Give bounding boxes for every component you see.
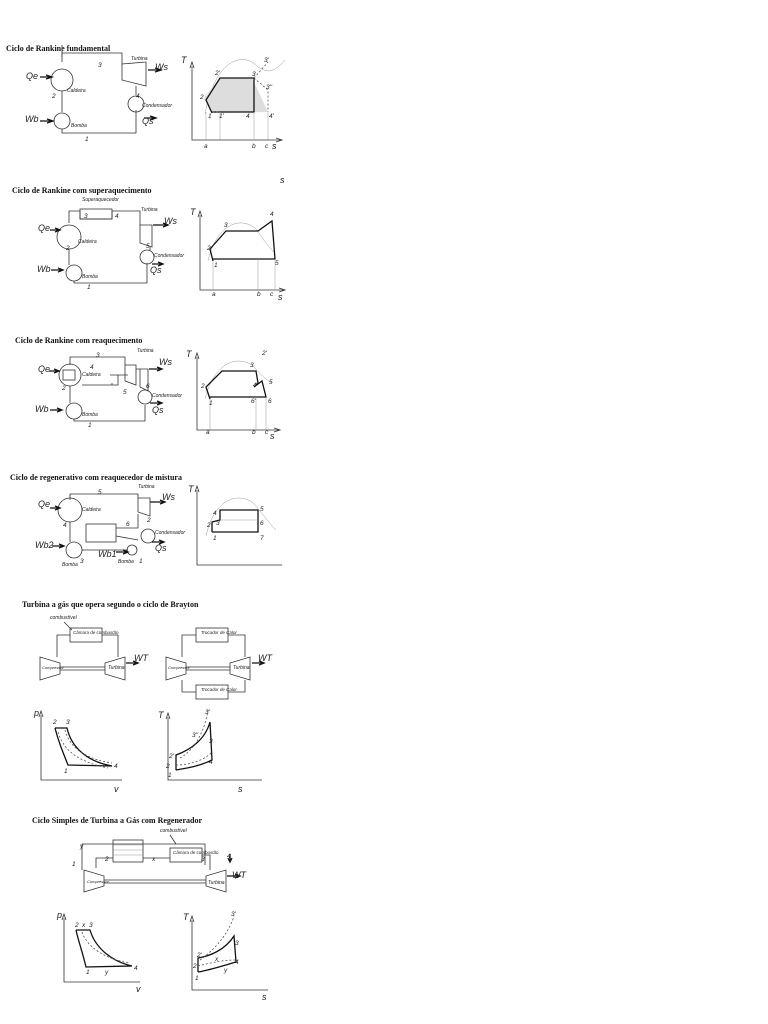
node-3: 3 (80, 558, 84, 565)
pt-4: 4 (246, 113, 250, 120)
pt-1: 1 (168, 772, 172, 779)
pt-3: 3 (224, 222, 228, 229)
label-trocador-2: Trocador de Calor (201, 687, 237, 692)
pt-a: a (206, 429, 210, 436)
pt-2: 2 (201, 383, 205, 390)
label-ws: Ws (155, 62, 168, 72)
pt-3: 3 (250, 362, 254, 369)
pt-y: y (105, 969, 109, 976)
node-5: 5 (146, 243, 150, 250)
label-combustivel: combustível (50, 615, 77, 621)
label-condensador: Condensador (154, 253, 185, 259)
pt-1: 1 (195, 975, 199, 982)
node-4: 4 (90, 364, 94, 371)
pt-1: 1 (86, 969, 90, 976)
pt-5: 5 (260, 506, 264, 513)
label-qe: Qe (38, 364, 51, 374)
pt-2: 2 (75, 922, 79, 929)
pt-1p: 1' (219, 113, 224, 120)
section-rankine-superaquecimento (0, 185, 768, 335)
node-5: 5 (98, 489, 102, 496)
node-1: 1 (72, 861, 76, 868)
pt-3p: 3' (264, 57, 269, 64)
node-3: 3 (98, 62, 102, 69)
label-wt: WT (232, 870, 246, 880)
pt-2: 2 (193, 963, 197, 970)
pt-1: 1 (214, 262, 218, 269)
node-6: 6 (126, 521, 130, 528)
label-ws: Ws (162, 492, 175, 502)
section-rankine-fundamental (0, 0, 768, 185)
label-turbina-2: Turbina (233, 665, 250, 671)
axis-t: T (188, 484, 194, 494)
section-title: Turbina a gás que opera segundo o ciclo de Brayton (22, 600, 199, 609)
pt-2p: 2' (215, 70, 220, 77)
pt-3: 3 (89, 922, 93, 929)
section-title: Ciclo de regenerativo com reaquecedor de mistura (10, 473, 182, 482)
pt-2p: 2' (197, 952, 202, 959)
label-ws: Ws (159, 357, 172, 367)
pt-1: 1 (213, 535, 217, 542)
node-4: 4 (63, 522, 67, 529)
label-bomba: Bomba (82, 412, 98, 418)
axis-s: s (270, 431, 275, 441)
node-3: 3 (201, 856, 205, 863)
pt-3: 3 (66, 719, 70, 726)
label-condensador: Condensador (152, 393, 183, 399)
pt-2: 2 (207, 522, 211, 529)
pt-2: 2 (166, 763, 170, 770)
label-turbina: Turbina (141, 207, 158, 213)
label-turbina-1: Turbina (108, 665, 125, 671)
label-qs: Qs (150, 265, 162, 275)
stray-s: s (280, 175, 285, 185)
axis-p: p (57, 910, 63, 920)
pt-a: a (204, 143, 208, 150)
axis-s: s (272, 141, 277, 151)
node-1: 1 (88, 422, 92, 429)
axis-t: T (181, 55, 187, 65)
node-2: 2 (66, 245, 70, 252)
label-condensador: Condensador (142, 103, 173, 109)
node-2: 2 (105, 856, 109, 863)
label-qs: Qs (142, 116, 154, 126)
label-camara: Câmara de combustão (73, 630, 119, 635)
label-bomba: Bomba (82, 274, 98, 280)
axis-v: v (136, 984, 141, 994)
label-caldeira: Caldeira (82, 372, 101, 378)
regenerativo-diagram (0, 470, 300, 600)
pt-b: b (252, 143, 256, 150)
label-qe: Qe (38, 499, 51, 509)
label-caldeira: Caldeira (67, 88, 86, 94)
node-2: 2 (62, 385, 66, 392)
label-ws: Ws (164, 216, 177, 226)
pt-2: 2 (53, 719, 57, 726)
label-wb2: Wb2 (35, 540, 54, 550)
label-condensador: Condensador (155, 530, 186, 536)
label-compressor: Compressor (87, 879, 109, 884)
pt-x: x (215, 956, 219, 963)
node-4: 4 (115, 213, 119, 220)
node-2: 2 (52, 93, 56, 100)
label-caldeira: Caldeira (78, 239, 97, 245)
pt-7: 7 (260, 535, 264, 542)
section-rankine-reaquecimento (0, 335, 768, 470)
pt-c: c (265, 429, 269, 436)
pt-3: 3 (209, 738, 213, 745)
pt-2p: 2' (262, 350, 267, 357)
axis-s: s (278, 292, 283, 302)
node-1: 1 (85, 136, 89, 143)
pt-x: x (82, 922, 86, 929)
pt-4: 4 (253, 382, 257, 389)
section-regenerativo (0, 470, 768, 600)
section-title: Ciclo Simples de Turbina a Gás com Regenerador (32, 816, 203, 825)
axis-s: s (262, 992, 267, 1002)
pt-2: 2 (200, 94, 204, 101)
label-wb: Wb (37, 264, 51, 274)
node-x: x (152, 856, 156, 863)
label-turbina: Turbina (131, 56, 148, 62)
label-superaquecedor: Superaquecedor (82, 197, 119, 203)
rankine-reaquecimento-diagram (0, 335, 300, 470)
regenerador-diagram (0, 810, 300, 1024)
pt-b: b (252, 429, 256, 436)
pt-1: 1 (64, 768, 68, 775)
label-camara: Câmara de combustão (173, 850, 219, 855)
pt-b: b (257, 291, 261, 298)
pt-c: c (265, 143, 269, 150)
node-2: 2 (147, 517, 151, 524)
node-4: 4 (227, 853, 231, 860)
pt-3: 3 (216, 520, 220, 527)
pt-3pp: 3'' (192, 732, 199, 739)
rankine-fundamental-diagram (0, 0, 300, 185)
label-bomba-1: Bomba (118, 559, 134, 565)
label-turbina: Turbina (208, 880, 225, 886)
pt-5: 5 (269, 379, 273, 386)
pt-3: 3 (252, 71, 256, 78)
brayton-diagram (0, 600, 300, 810)
label-trocador-1: Trocador de Calor (201, 630, 237, 635)
section-title: Ciclo de Rankine fundamental (6, 44, 111, 53)
label-wb1: Wb1 (98, 549, 117, 559)
node-1: 1 (139, 558, 143, 565)
rankine-superaquecimento-diagram (0, 185, 300, 335)
axis-v: v (114, 784, 119, 794)
label-turbina: Turbina (137, 348, 154, 354)
pt-2: 2 (207, 245, 211, 252)
node-4: 4 (136, 93, 140, 100)
node-3: 3 (96, 352, 100, 359)
pt-4: 4 (134, 965, 138, 972)
pt-c: c (270, 291, 274, 298)
label-bomba: Bomba (71, 123, 87, 129)
label-qe: Qe (38, 223, 51, 233)
pt-6: 6 (268, 398, 272, 405)
label-compressor-2: Compressor (168, 665, 190, 670)
axis-t: T (183, 912, 189, 922)
pt-4: 4 (114, 763, 118, 770)
label-wb: Wb (25, 114, 39, 124)
label-qs: Qs (155, 543, 167, 553)
section-brayton (0, 600, 768, 810)
node-1: 1 (87, 284, 91, 291)
label-combustivel: combustível (160, 828, 187, 834)
pt-3p: 3' (205, 709, 210, 716)
pt-1: 1 (209, 400, 213, 407)
node-6: 6 (146, 383, 150, 390)
section-regenerador (0, 810, 768, 1024)
axis-t: T (158, 710, 164, 720)
node-5: 5 (123, 389, 127, 396)
label-wt-1: WT (134, 653, 148, 663)
axis-s: s (238, 784, 243, 794)
axis-t: T (186, 349, 192, 359)
pt-4p: 4' (269, 113, 274, 120)
label-turbina: Turbina (138, 484, 155, 490)
label-bomba-2: Bomba (62, 562, 78, 568)
pt-4: 4 (235, 959, 239, 966)
label-qs: Qs (152, 405, 164, 415)
pt-a: a (212, 291, 216, 298)
pt-3pp: 3'' (266, 84, 273, 91)
label-qe: Qe (26, 71, 39, 81)
pt-4: 4 (213, 510, 217, 517)
pt-6p: 6' (251, 398, 256, 405)
label-wb: Wb (35, 404, 49, 414)
axis-t: T (190, 207, 196, 217)
node-3: 3 (84, 213, 88, 220)
label-compressor-1: Compressor (42, 665, 64, 670)
pt-3: 3 (235, 940, 239, 947)
pt-y: y (224, 967, 228, 974)
section-title: Ciclo de Rankine com superaquecimento (12, 186, 152, 195)
pt-5: 5 (275, 260, 279, 267)
node-y: y (80, 843, 84, 850)
pt-1: 1 (208, 113, 212, 120)
pt-6: 6 (260, 520, 264, 527)
pt-4: 4 (270, 211, 274, 218)
axis-p: p (34, 708, 40, 718)
label-wt-2: WT (258, 653, 272, 663)
pt-2p: 2' (169, 753, 174, 760)
pt-4: 4 (209, 759, 213, 766)
section-title: Ciclo de Rankine com reaquecimento (15, 336, 143, 345)
pt-3p: 3' (231, 911, 236, 918)
label-caldeira: Caldeira (82, 507, 101, 513)
